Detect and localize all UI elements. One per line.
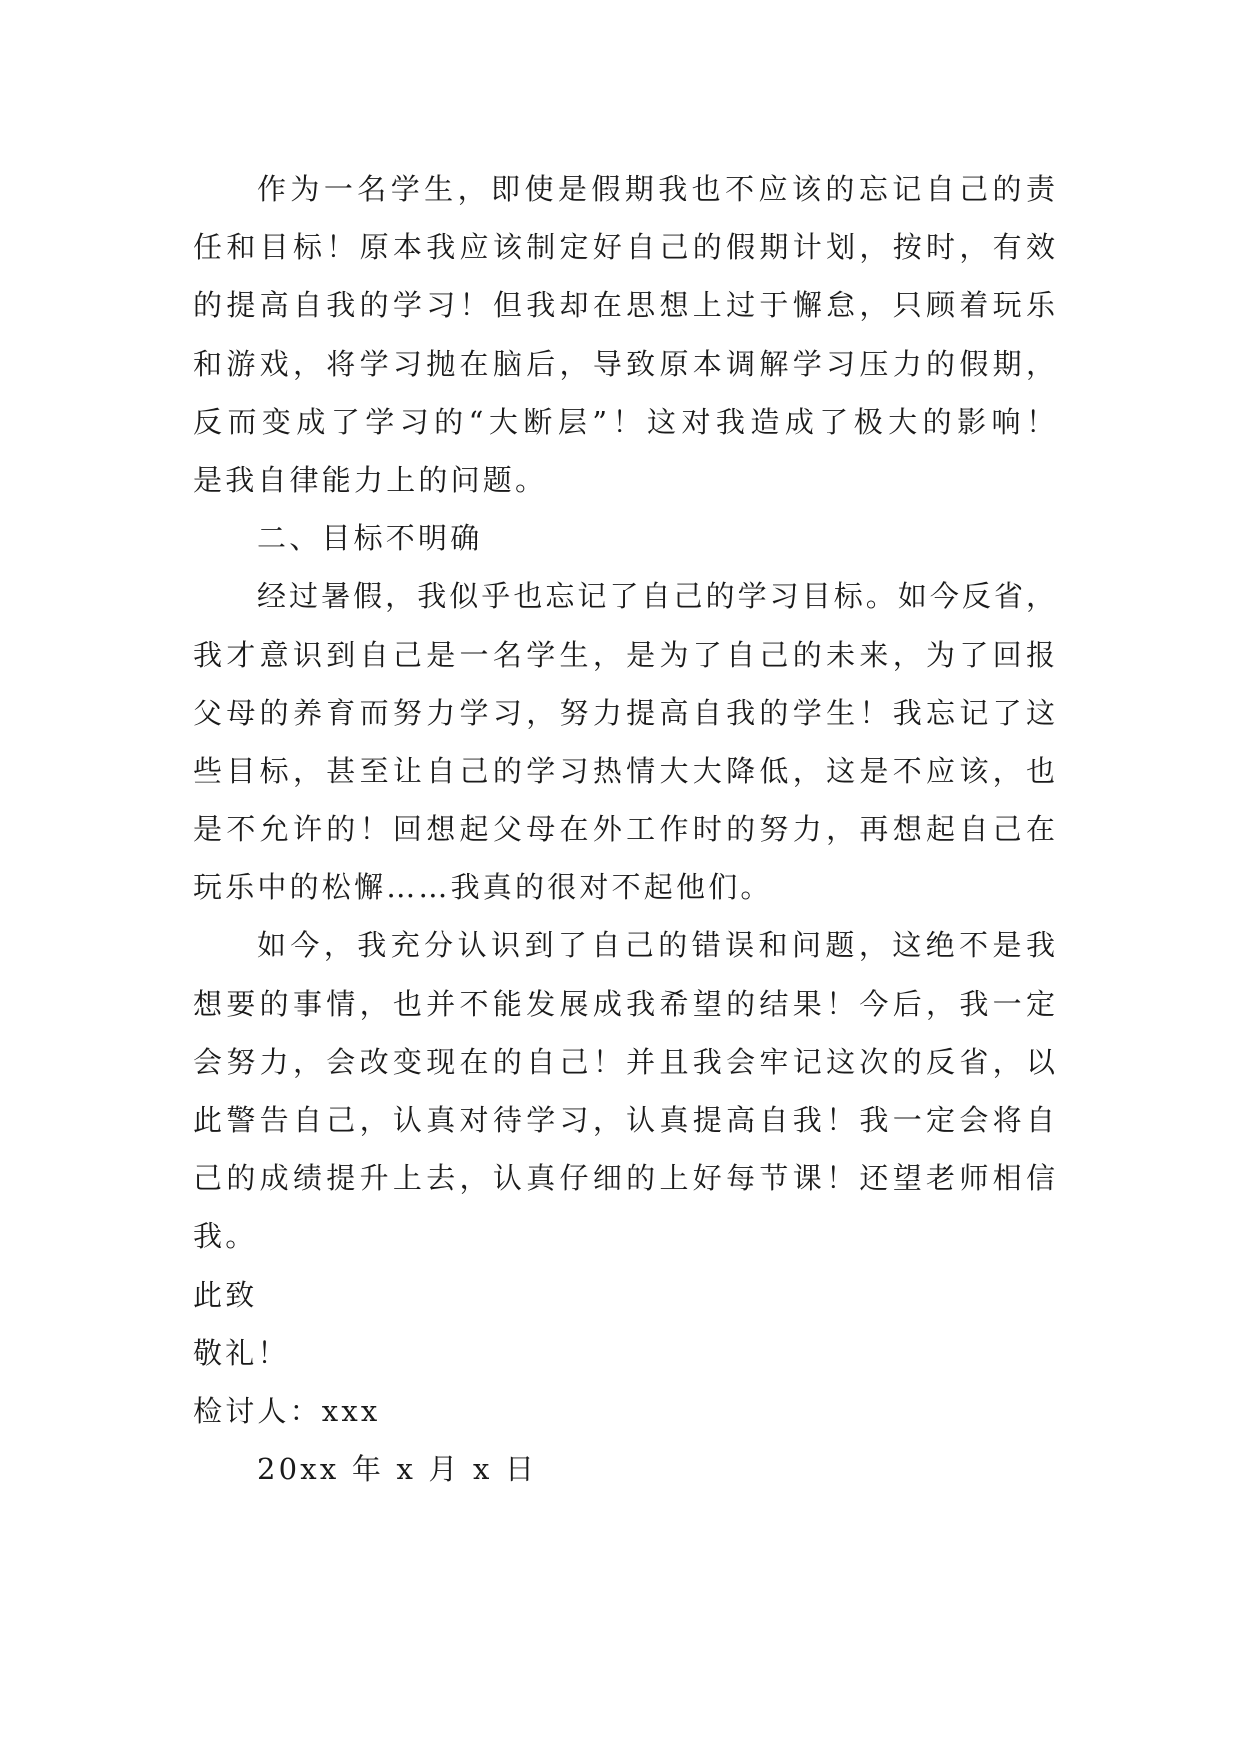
signature-line: 检讨人：xxx (193, 1393, 381, 1428)
paragraph-line: 如今，我充分认识到了自己的错误和问题，这绝不是我 (257, 928, 1055, 963)
closing-regards: 敬礼！ (193, 1335, 290, 1370)
paragraph-line: 经过暑假，我似乎也忘记了自己的学习目标。如今反省， (257, 579, 1055, 614)
date-line: 20xx 年 x 月 x 日 (257, 1452, 538, 1487)
paragraph-line: 此警告自己，认真对待学习，认真提高自我！我一定会将自 (193, 1103, 1055, 1137)
paragraph-line: 会努力，会改变现在的自己！并且我会牢记这次的反省，以 (193, 1044, 1055, 1079)
paragraph-line: 父母的养育而努力学习，努力提高自我的学生！我忘记了这 (193, 695, 1055, 730)
section-heading: 二、目标不明确 (257, 521, 483, 556)
paragraph-line: 我才意识到自己是一名学生，是为了自己的未来，为了回报 (193, 637, 1055, 672)
paragraph-line: 我。 (193, 1219, 258, 1254)
closing-salutation: 此致 (193, 1277, 258, 1312)
paragraph-line: 玩乐中的松懈……我真的很对不起他们。 (193, 870, 773, 905)
paragraph-line: 些目标，甚至让自己的学习热情大大降低，这是不应该，也 (193, 753, 1055, 788)
paragraph-line: 想要的事情，也并不能发展成我希望的结果！今后，我一定 (193, 986, 1055, 1021)
paragraph-line: 反而变成了学习的“大断层”！这对我造成了极大的影响！ (193, 404, 1055, 439)
paragraph-line: 己的成绩提升上去，认真仔细的上好每节课！还望老师相信 (193, 1161, 1055, 1196)
paragraph-line: 是我自律能力上的问题。 (193, 462, 548, 497)
paragraph-line: 的提高自我的学习！但我却在思想上过于懈怠，只顾着玩乐 (193, 288, 1055, 323)
paragraph-line: 和游戏，将学习抛在脑后，导致原本调解学习压力的假期， (193, 346, 1055, 381)
document-body (193, 160, 1055, 1498)
paragraph-line: 任和目标！原本我应该制定好自己的假期计划，按时，有效 (193, 230, 1055, 265)
paragraph-line: 作为一名学生，即使是假期我也不应该的忘记自己的责 (257, 172, 1055, 206)
paragraph-line: 是不允许的！回想起父母在外工作时的努力，再想起自己在 (193, 812, 1055, 847)
